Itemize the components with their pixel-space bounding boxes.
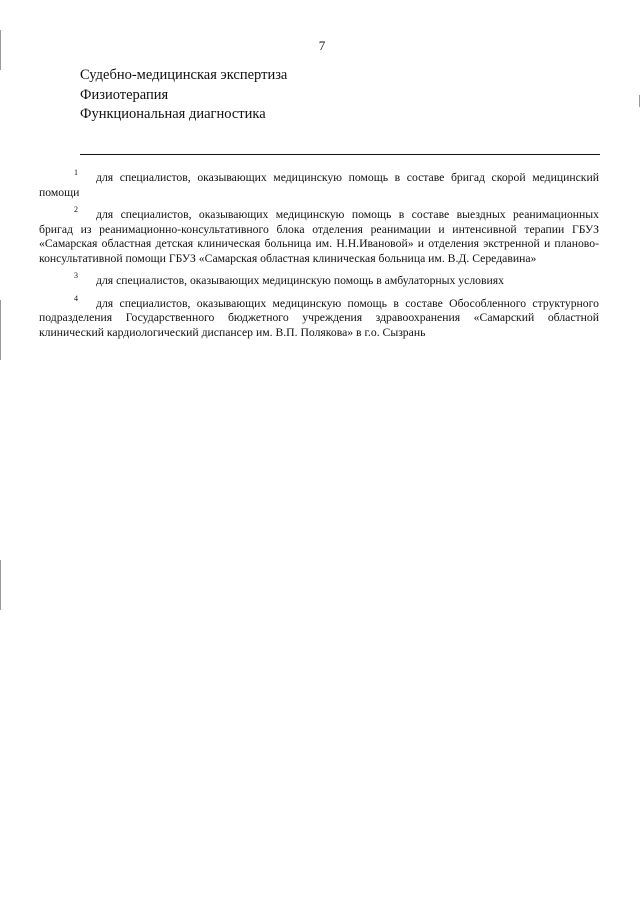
footnote-text: для специалистов, оказывающих медицинскую помощь в амбулаторных условиях: [96, 274, 504, 287]
footnote-separator: [80, 154, 600, 155]
footnote-3: [39, 271, 599, 289]
page-number: 7: [318, 38, 326, 53]
specialty-item: Функциональная диагностика: [80, 106, 266, 122]
footnote-1: [39, 168, 599, 200]
scan-edge-mark: [0, 560, 1, 610]
specialty-item: Физиотерапия: [80, 86, 169, 103]
footnotes: [39, 168, 599, 348]
specialty-list: [80, 66, 287, 125]
footnote-text: для специалистов, оказывающих медицинскую помощь в составе выездных реанимационных бригад из реанимационно-консультативного блока отделения реанимации и интенсивной терапии ГБУЗ «Самарская областная детская клиническая больница им. Н.Н.Ивановой» и отделения экстренной и планово-консультативной помощи ГБУЗ «Самарская областная клиническая больница им. В.Д. Середавина»: [39, 208, 599, 265]
scan-edge-mark: [0, 30, 1, 70]
footnote-mark: 3: [74, 271, 78, 280]
footnote-2: [39, 205, 599, 266]
footnote-text: для специалистов, оказывающих медицинскую помощь в составе Обособленного структурного подразделения Государственного бюджетного учреждения здравоохранения «Самарский областной клинический кардиологический диспансер им. В.П. Полякова» в г.о. Сызрань: [39, 296, 599, 339]
footnote-mark: 2: [74, 205, 78, 214]
footnote-4: [39, 293, 599, 341]
footnote-text: для специалистов, оказывающих медицинскую помощь в составе бригад скорой медицинский помощи: [39, 171, 599, 199]
scan-edge-mark: [0, 300, 1, 360]
footnote-mark: 1: [74, 168, 78, 177]
specialty-item: Судебно-медицинская экспертиза: [80, 67, 288, 83]
footnote-mark: 4: [74, 293, 78, 303]
